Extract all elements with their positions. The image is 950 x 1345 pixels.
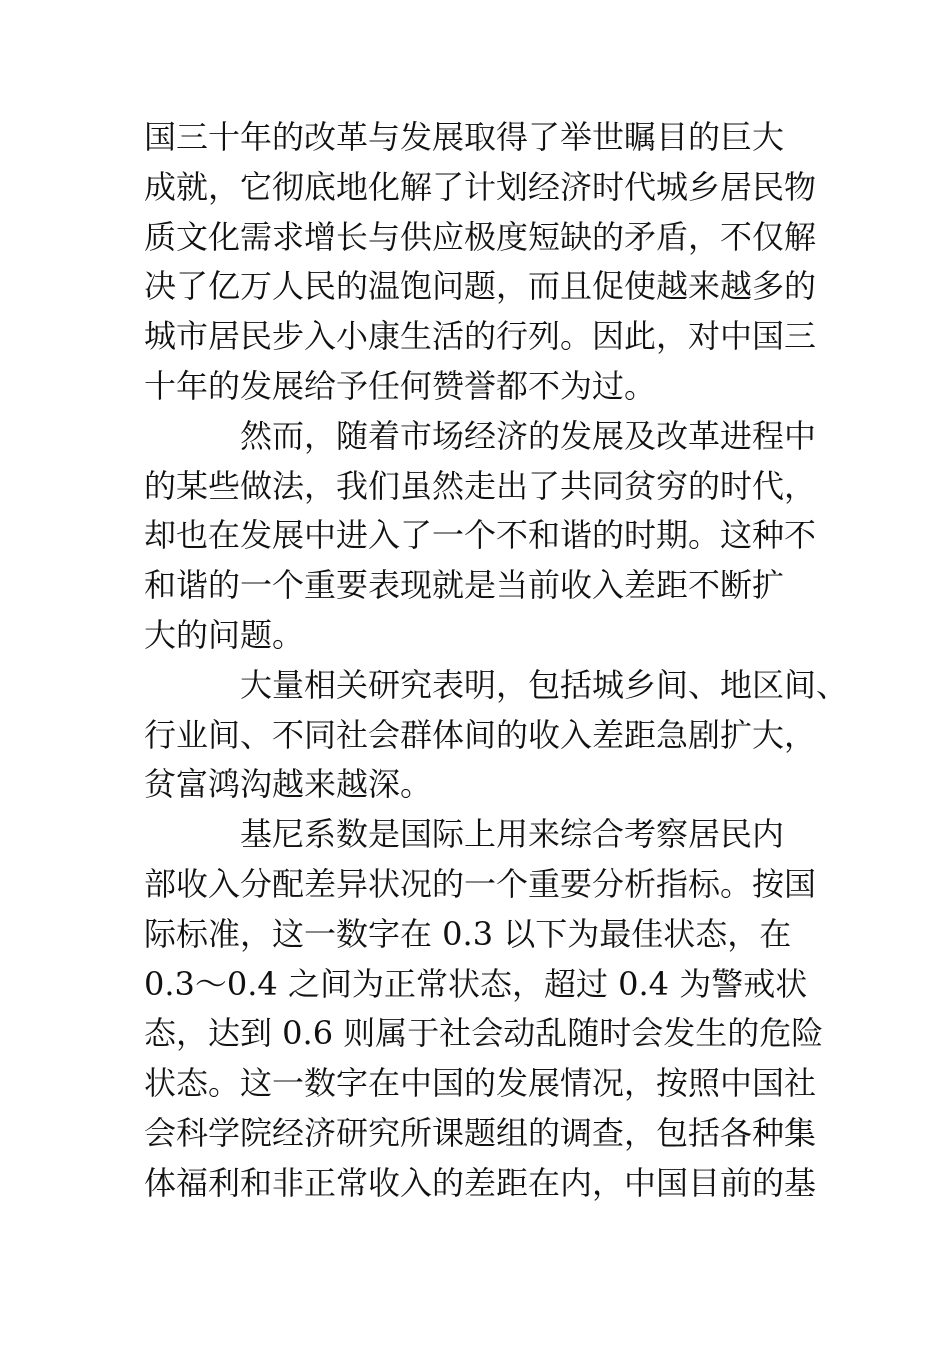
text-line: 体福利和非正常收入的差距在内，中国目前的基 xyxy=(144,1163,817,1202)
text-line: 成就，它彻底地化解了计划经济时代城乡居民物 xyxy=(144,167,817,206)
text-line: 大量相关研究表明，包括城乡间、地区间、 xyxy=(240,665,849,704)
text-line: 际标准，这一数字在 0.3 以下为最佳状态，在 xyxy=(144,914,792,953)
text-line: 部收入分配差异状况的一个重要分析指标。按国 xyxy=(144,864,817,903)
text-line: 大的问题。 xyxy=(144,615,305,654)
paragraph-3 xyxy=(144,661,849,810)
paragraph-4 xyxy=(144,810,824,1208)
text-line: 却也在发展中进入了一个不和谐的时期。这种不 xyxy=(144,516,817,555)
text-line: 态，达到 0.6 则属于社会动乱随时会发生的危险 xyxy=(144,1014,824,1053)
text-line: 和谐的一个重要表现就是当前收入差距不断扩 xyxy=(144,566,785,605)
text-line: 十年的发展给予任何赞誉都不为过。 xyxy=(144,366,657,405)
text-line: 贫富鸿沟越来越深。 xyxy=(144,765,433,804)
text-line: 然而，随着市场经济的发展及改革进程中 xyxy=(240,416,817,455)
text-line: 行业间、不同社会群体间的收入差距急剧扩大， xyxy=(144,715,817,754)
text-line: 会科学院经济研究所课题组的调查，包括各种集 xyxy=(144,1113,817,1152)
text-line: 城市居民步入小康生活的行列。因此，对中国三 xyxy=(144,317,817,356)
paragraph-2 xyxy=(144,412,817,661)
text-line: 0.3～0.4 之间为正常状态，超过 0.4 为警戒状 xyxy=(144,964,808,1003)
text-line: 决了亿万人民的温饱问题，而且促使越来越多的 xyxy=(144,267,817,306)
paragraph-1 xyxy=(144,113,817,412)
body-text xyxy=(144,113,849,1209)
text-line: 国三十年的改革与发展取得了举世瞩目的巨大 xyxy=(144,118,785,156)
text-line: 基尼系数是国际上用来综合考察居民内 xyxy=(240,815,785,854)
text-line: 的某些做法，我们虽然走出了共同贫穷的时代， xyxy=(144,466,817,505)
text-line: 质文化需求增长与供应极度短缺的矛盾，不仅解 xyxy=(144,217,817,256)
text-line: 状态。这一数字在中国的发展情况，按照中国社 xyxy=(144,1064,817,1103)
